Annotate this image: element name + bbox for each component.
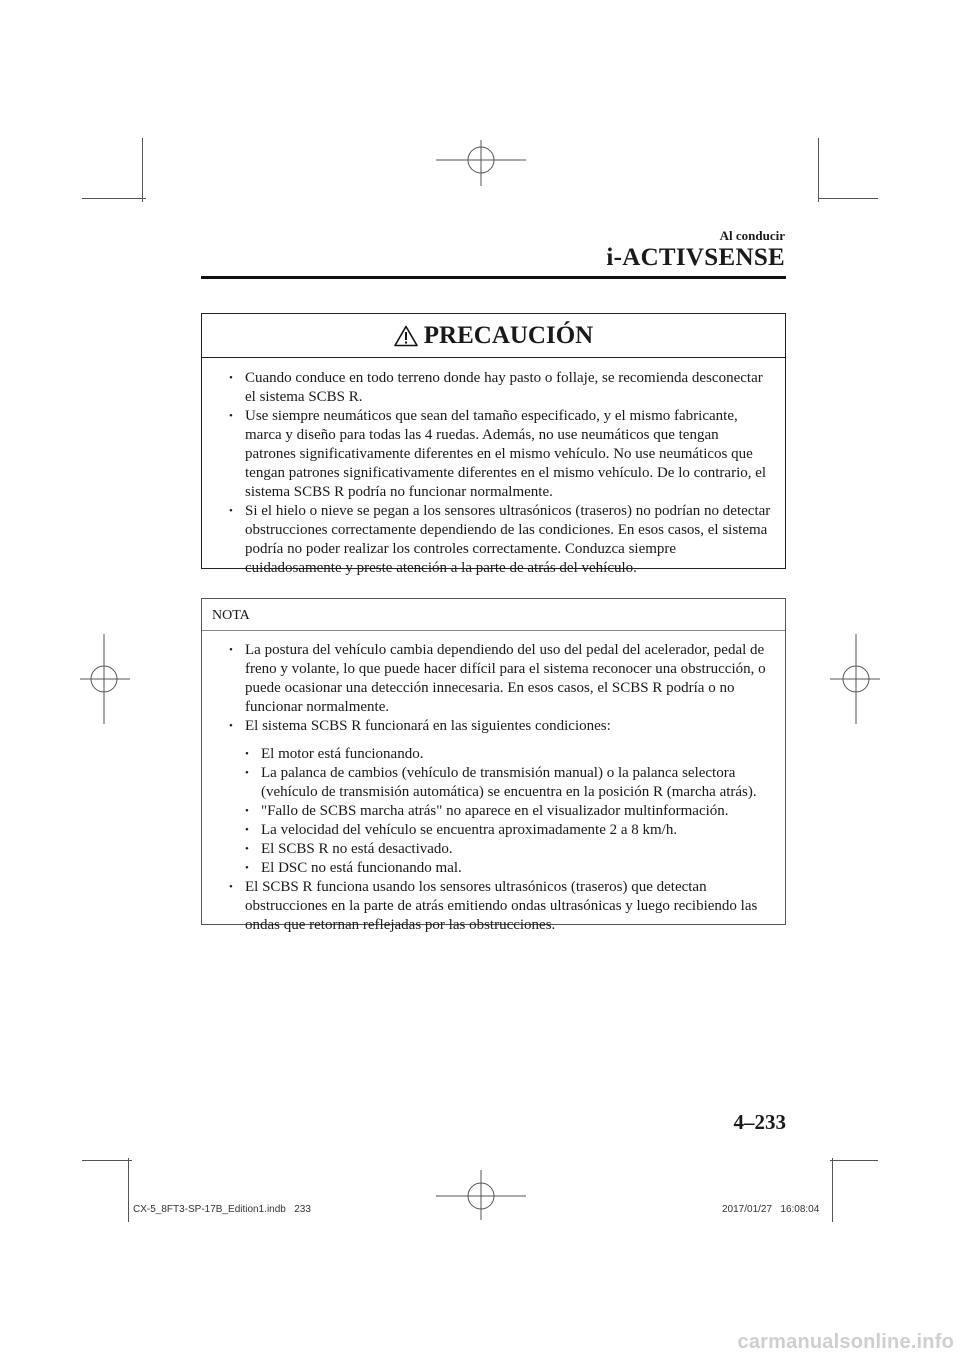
list-item: • Use siempre neumáticos que sean del tamaño especificado, y el mismo fabricante, marca y diseño para todas las 4 ruedas. Además, no use neumáticos que tengan patrones significativamente diferentes en el mismo vehículo. No use neumáticos que tengan patrones significativamente diferentes en el mismo vehículo. De lo contrario, el sistema SCBS R podría no funcionar normalmente.	[245, 407, 771, 502]
note-box	[201, 598, 786, 933]
list-item	[245, 717, 771, 878]
header-rule	[201, 276, 786, 279]
registration-mark-icon	[436, 140, 526, 186]
condition-item: • El SCBS R no está desactivado.	[261, 840, 771, 859]
list-item: • El SCBS R funciona usando los sensores ultrasónicos (traseros) que detectan obstrucciones en la parte de atrás emitiendo ondas ultrasónicas y luego recibiendo las ondas que retornan reflejadas por las obstrucciones.	[245, 878, 771, 935]
condition-item: • El motor está funcionando.	[261, 745, 771, 764]
crop-mark	[82, 1160, 132, 1161]
caution-box	[201, 313, 786, 576]
conditions-list	[229, 736, 771, 878]
list-item-text: El sistema SCBS R funcionará en las siguientes condiciones:	[245, 718, 611, 734]
condition-item: • La palanca de cambios (vehículo de transmisión manual) o la palanca selectora (vehículo de transmisión automática) se encuentra en la posición R (marcha atrás).	[261, 764, 771, 802]
list-item: • Cuando conduce en todo terreno donde hay pasto o follaje, se recomienda desconectar el sistema SCBS R.	[245, 369, 771, 407]
list-item: • La postura del vehículo cambia dependiendo del uso del pedal del acelerador, pedal de freno y volante, lo que puede hacer difícil para el sistema reconocer una obstrucción, o puede ocasionar una detección innecesaria. En esos casos, el SCBS R podría o no funcionar normalmente.	[245, 641, 771, 717]
crop-mark	[128, 1158, 129, 1222]
chapter-title: i-ACTIVSENSE	[606, 244, 785, 271]
condition-item: • El DSC no está funcionando mal.	[261, 859, 771, 878]
section-title: Al conducir	[719, 228, 785, 243]
warning-triangle-icon	[394, 325, 418, 347]
crop-mark	[818, 198, 878, 199]
registration-mark-icon	[830, 634, 880, 724]
crop-mark	[832, 1158, 833, 1222]
footer-brand: carmanualsonline.info	[737, 1331, 954, 1353]
crop-mark	[142, 138, 143, 202]
caution-header	[202, 314, 785, 358]
list-item: • Si el hielo o nieve se pegan a los sensores ultrasónicos (traseros) no podrían no detectar obstrucciones correctamente dependiendo de las condiciones. En esos casos, el sistema podría no poder realizar los controles correctamente. Conduzca siempre cuidadosamente y preste atención a la parte de atrás del vehículo.	[245, 502, 771, 578]
note-list	[202, 631, 785, 935]
caution-title: PRECAUCIÓN	[423, 321, 594, 349]
note-title: NOTA	[202, 599, 785, 631]
print-file-slug: CX-5_8FT3-SP-17B_Edition1.indb 233	[133, 1204, 311, 1215]
registration-mark-icon	[80, 634, 130, 724]
page-number: 4–233	[733, 1110, 786, 1134]
registration-mark-icon	[436, 1170, 526, 1220]
crop-mark	[82, 198, 146, 199]
crop-mark	[818, 138, 819, 202]
condition-item: • "Fallo de SCBS marcha atrás" no aparece en el visualizador multinformación.	[261, 802, 771, 821]
condition-item: • La velocidad del vehículo se encuentra aproximadamente 2 a 8 km/h.	[261, 821, 771, 840]
caution-list	[202, 358, 785, 578]
print-timestamp: 2017/01/27 16:08:04	[722, 1204, 820, 1215]
crop-mark	[830, 1160, 878, 1161]
